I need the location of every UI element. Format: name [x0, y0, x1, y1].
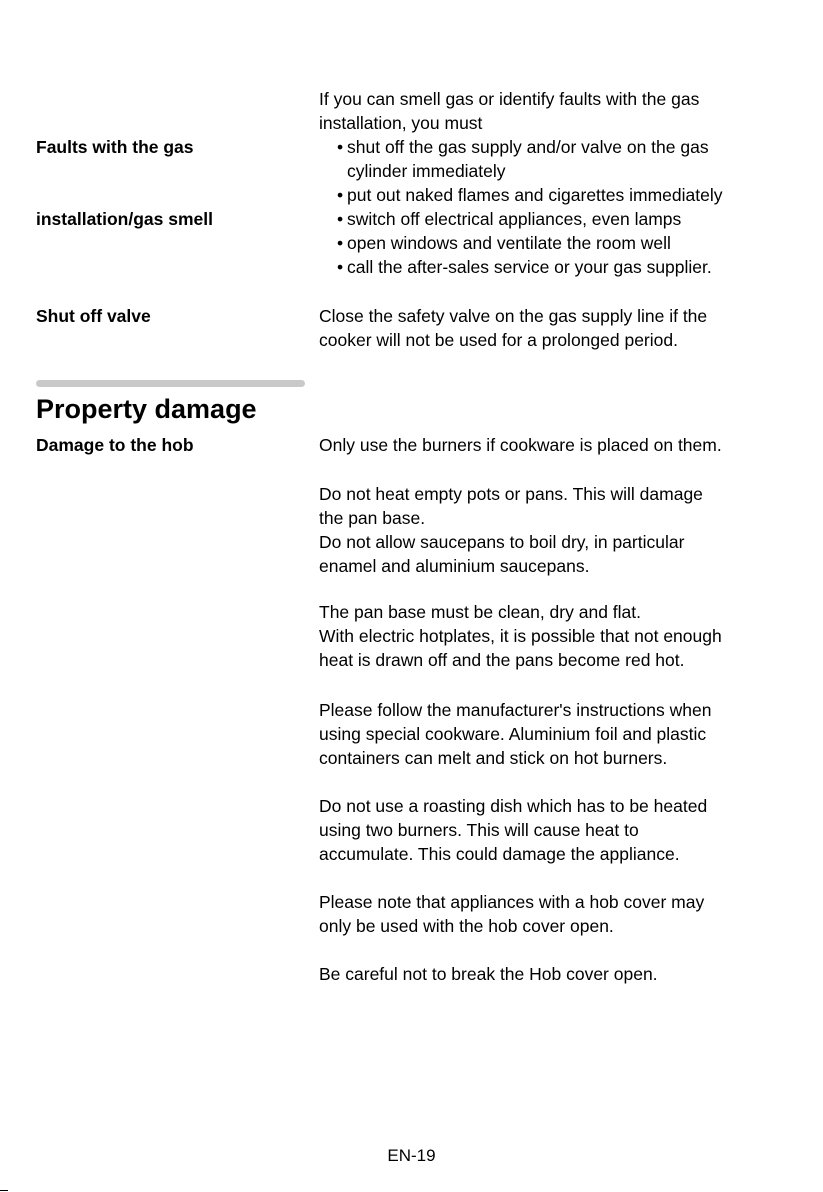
bullet-dot-icon: • — [337, 257, 344, 277]
section-title: Property damage — [36, 394, 257, 424]
bullet-text: call the after-sales service or your gas supplier. — [347, 257, 712, 277]
shut-off-line: Close the safety valve on the gas supply line if the — [319, 306, 708, 326]
hob-paragraph — [319, 600, 722, 672]
hob-line: Be careful not to break the Hob cover open. — [319, 964, 658, 984]
bullet-dot-icon: • — [337, 185, 344, 205]
bullet-text: put out naked flames and cigarettes immediately — [347, 185, 723, 205]
hob-line: Do not heat empty pots or pans. This will damage — [319, 484, 703, 504]
hob-paragraph — [319, 433, 722, 457]
hob-line: heat is drawn off and the pans become red hot. — [319, 650, 685, 670]
bullet-dot-icon: • — [337, 233, 344, 253]
shut-off-valve-label: Shut off valve — [36, 306, 151, 326]
gas-faults-label — [36, 87, 213, 255]
hob-line: using two burners. This will cause heat to — [319, 820, 639, 840]
hob-line: Do not allow saucepans to boil dry, in particular — [319, 532, 685, 552]
gas-faults-intro-line: If you can smell gas or identify faults with the gas — [319, 89, 700, 109]
hob-line: With electric hotplates, it is possible that not enough — [319, 626, 722, 646]
gas-faults-text — [319, 87, 722, 279]
hob-paragraph — [319, 482, 703, 578]
hob-line: using special cookware. Aluminium foil and plastic — [319, 724, 707, 744]
hob-line: The pan base must be clean, dry and flat. — [319, 602, 641, 622]
bullet-text: open windows and ventilate the room well — [347, 233, 671, 253]
bullet-dot-icon: • — [337, 209, 344, 229]
hob-paragraph — [319, 698, 711, 770]
hob-paragraph — [319, 794, 707, 866]
gas-faults-bullet-item — [319, 183, 722, 207]
gas-faults-bullet-item — [319, 231, 722, 255]
bullet-dot-icon: • — [337, 137, 344, 157]
hob-line: Please note that appliances with a hob cover may — [319, 892, 705, 912]
hob-line: the pan base. — [319, 508, 426, 528]
section-divider — [36, 380, 305, 387]
shut-off-valve-text — [319, 304, 707, 352]
hob-line: only be used with the hob cover open. — [319, 916, 614, 936]
bullet-text: switch off electrical appliances, even lamps — [347, 209, 682, 229]
hob-line: containers can melt and stick on hot burners. — [319, 748, 668, 768]
hob-line: Do not use a roasting dish which has to be heated — [319, 796, 708, 816]
hob-line: accumulate. This could damage the appliance. — [319, 844, 680, 864]
bullet-text: shut off the gas supply and/or valve on the gas — [347, 137, 709, 157]
page-number: EN-19 — [387, 1146, 436, 1165]
bullet-continuation: cylinder immediately — [347, 161, 506, 181]
shut-off-line: cooker will not be used for a prolonged period. — [319, 330, 678, 350]
gas-faults-bullet-item — [319, 255, 722, 279]
hob-paragraph — [319, 890, 704, 938]
hob-line: Please follow the manufacturer's instructions when — [319, 700, 712, 720]
page-edge-mark — [0, 1190, 8, 1191]
hob-line: enamel and aluminium saucepans. — [319, 556, 590, 576]
hob-damage-label: Damage to the hob — [36, 435, 194, 455]
gas-faults-bullet-item — [319, 207, 722, 231]
gas-faults-bullet-item — [319, 135, 722, 159]
hob-paragraph — [319, 962, 658, 986]
hob-line: Only use the burners if cookware is placed on them. — [319, 435, 722, 455]
gas-faults-label-line: installation/gas smell — [36, 209, 213, 229]
gas-faults-intro-line: installation, you must — [319, 113, 483, 133]
gas-faults-label-line: Faults with the gas — [36, 137, 194, 157]
